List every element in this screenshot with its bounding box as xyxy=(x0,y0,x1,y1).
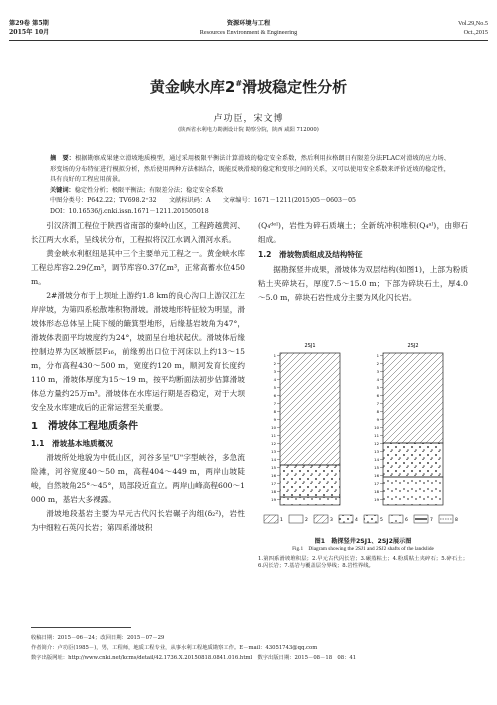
figure-caption-en: Fig.1 Diagram showing the 2SJ1 and 2SJ2 shafts of the landslide xyxy=(292,546,434,552)
paragraph-landslide: 2#滑坡分布于上坝址上游约1.8 km的良心沟口上游汉江左岸岸坡，为第四系松散堆积物滑坡。滑坡地形特征较为明显，滑坡体形态总体呈上陡下缓的簸箕型地形，后缘基岩坡角为47°，滑坡体表面平均坡度约为24°，坡面呈台地状起伏。滑坡体后缘控制边界为区域断层F₁₆，前缘剪出口位于河床以上约13～15 m，分布高程430～500 m，宽度约120 m，顺河发育长度约110 m，滑坡体厚度为15～19 m，按平均断面法初步估算滑坡体总方量约25万m³。滑坡体在水库运行期是否稳定，对于大坝安全及水库建成后的正常运营至关重要。 xyxy=(31,291,245,412)
depth-tick-label: 2 xyxy=(376,361,379,366)
left-column xyxy=(31,219,245,535)
footnote-rule xyxy=(31,627,131,628)
volume-en: Vol.29,No.5 xyxy=(458,20,488,27)
shaft-2-label: 2SJ2 xyxy=(407,343,419,349)
footnote-digital-publishing: 数字出版网址：http://www.cnki.net/kcms/detail/42.1736.X.20150818.0841.016.html 数字出版日期：2015－08－18 08：41 xyxy=(31,655,357,661)
abstract-block xyxy=(50,154,450,217)
depth-tick-label: 19 xyxy=(271,497,276,502)
date-cn: 2015年 10月 xyxy=(9,29,50,36)
legend-swatch xyxy=(264,515,278,523)
depth-tick-label: 9 xyxy=(376,417,379,422)
figure-legend xyxy=(264,515,458,523)
depth-tick-label: 1 xyxy=(273,353,276,358)
classification-line: 中图分类号：P642.22；TV698.2⁺32 文献标识码：A 文章编号：1671－1211(2015)05－0603－05 xyxy=(50,197,356,204)
keywords-label: 关键词： xyxy=(50,186,75,194)
legend-number: 7 xyxy=(430,518,433,523)
depth-tick-label: 9 xyxy=(273,417,276,422)
volume-cn: 第29卷 第5期 xyxy=(9,20,49,27)
depth-tick-label: 15 xyxy=(271,465,276,470)
shaft-2-column xyxy=(383,353,443,505)
authors: 卢功臣，宋文博 xyxy=(213,114,284,124)
depth-tick-label: 11 xyxy=(271,433,276,438)
depth-tick-label: 14 xyxy=(271,457,276,462)
journal-title-cn: 资源环境与工程 xyxy=(226,20,271,27)
footnote-author: 作者简介：卢功臣(1985－)，男，工程师，地质工程专业，从事水利工程地质勘察工作。E－mail：43051743@qq.com xyxy=(31,645,318,651)
depth-tick-label: 4 xyxy=(273,377,276,382)
depth-tick-label: 12 xyxy=(271,441,276,446)
legend-number: 6 xyxy=(405,518,408,523)
depth-tick-label: 10 xyxy=(374,425,379,430)
legend-swatch xyxy=(364,515,378,523)
section-1-heading: 1 滑坡体工程地质条件 xyxy=(31,421,138,432)
depth-tick-label: 3 xyxy=(376,369,379,374)
legend-swatch xyxy=(339,515,353,523)
depth-tick-label: 1 xyxy=(376,353,379,358)
legend-swatch xyxy=(289,515,303,523)
legend-number: 3 xyxy=(330,518,333,523)
depth-tick-label: 8 xyxy=(376,409,379,414)
depth-tick-label: 11 xyxy=(374,433,379,438)
title-main: 黄金峡水库2 xyxy=(149,78,236,96)
keywords: 稳定性分析；极限平衡法；有限差分法；稳定安全系数 xyxy=(74,186,224,194)
depth-tick-label: 7 xyxy=(273,401,276,406)
abstract-text: 根据勘察成果建立滑坡地质模型，通过采用极限平衡法计算滑坡的稳定安全系数，然后利用拉格朗日有限差分法FLAC对滑坡的应力场、形变场的分布特征进行模拟分析，然后使用两种方法相结合，既能反映滑坡的稳定和变形之间的关系，又可以使用安全系数来评价近坡的稳定性，具有良好的工程应用前景。 xyxy=(50,155,450,183)
affiliation: (陕西省水利电力勘测设计院 勘察分院，陕西 咸阳 712000) xyxy=(178,127,319,133)
shaft-diagram-figure xyxy=(258,341,470,533)
header-rule xyxy=(9,40,488,41)
depth-tick-label: 17 xyxy=(271,481,276,486)
depth-tick-label: 18 xyxy=(374,489,379,494)
paragraph-intro: 引汉济渭工程位于陕西省南部的秦岭山区，工程跨越黄河、长江两大水系，呈线状分布，工程拟将汉江水调入渭河水系。 xyxy=(31,221,245,244)
depth-tick-label: 10 xyxy=(271,425,276,430)
depth-tick-label: 3 xyxy=(273,369,276,374)
paragraph-reservoir: 黄金峡水利枢纽是其中三个主要单元工程之一。黄金峡水库工程总库容2.29亿m³，调节库容0.37亿m³，正常高蓄水位450 m。 xyxy=(31,249,245,286)
depth-tick-label: 7 xyxy=(376,401,379,406)
depth-tick-label: 13 xyxy=(374,449,379,454)
figure-caption-cn: 图1 勘探竖井2SJ1、2SJ2展示图 xyxy=(314,538,412,545)
shaft-1-depth-ticks xyxy=(271,353,280,502)
legend-number: 4 xyxy=(355,518,358,523)
article-title xyxy=(0,76,497,97)
depth-tick-label: 14 xyxy=(374,457,379,462)
depth-tick-label: 18 xyxy=(271,489,276,494)
legend-number: 1 xyxy=(280,518,283,523)
paragraph-bedrock: 滑坡地段基岩主要为早元古代闪长岩碾子沟组(δ₂²)，岩性为中细粒石英闪长岩；第四系滑坡积 xyxy=(31,509,245,532)
depth-tick-label: 2 xyxy=(273,361,276,366)
depth-tick-label: 6 xyxy=(273,393,276,398)
abstract-label: 摘 要： xyxy=(50,155,76,162)
depth-tick-label: 17 xyxy=(374,481,379,486)
legend-swatch xyxy=(389,515,403,523)
paragraph-geomorphology: 滑坡所处地貌为中低山区，河谷多呈"U"字型峡谷，多急流险滩，河谷宽度40～50 m，高程404～449 m，两岸山坡陡峻，自然坡角25°～45°，局部段近直立。两岸山峰高程600～1 000 m，基岩大多裸露。 xyxy=(31,453,245,504)
paragraph-deposits: (Q₄ᵈᵉˡ)，岩性为碎石质壤土；全新统冲积堆积(Q₄ᵃˡ)，由卵石组成。 xyxy=(258,221,468,244)
paragraph-structure: 据勘探竖井成果，滑坡体为双层结构(如图1)，上部为粉质粘土夹碎块石，厚度7.5～15.0 m；下部为碎块石土，厚4.0～5.0 m，碎块石岩性成分主要为风化闪长岩。 xyxy=(258,265,468,302)
figure-legend-text: 1.第四系滑坡堆积层；2.早元古代闪长岩；3.碾蒸粘土；4.粉质粘土夹碎石；5.碎石土；6.闪长岩；7.基岩与覆盖层分界线；8.岩性界线。 xyxy=(258,556,468,569)
depth-tick-label: 12 xyxy=(374,441,379,446)
section-1-1-heading: 1.1 滑坡基本地质概况 xyxy=(31,439,113,448)
depth-tick-label: 4 xyxy=(376,377,379,382)
legend-number: 8 xyxy=(455,518,458,523)
title-tail: 滑坡稳定性分析 xyxy=(242,78,348,96)
footnotes xyxy=(31,633,471,663)
legend-number: 2 xyxy=(305,518,308,523)
date-en: Oct.,2015 xyxy=(463,29,488,36)
shaft-1-column xyxy=(280,353,340,505)
depth-tick-label: 5 xyxy=(376,385,379,390)
depth-tick-label: 19 xyxy=(374,497,379,502)
shaft-1-label: 2SJ1 xyxy=(304,343,316,349)
right-column xyxy=(258,219,468,305)
depth-tick-label: 15 xyxy=(374,465,379,470)
legend-swatch xyxy=(314,515,328,523)
depth-tick-label: 13 xyxy=(271,449,276,454)
title-superscript: # xyxy=(235,79,243,88)
shaft-2-depth-ticks xyxy=(374,353,383,502)
depth-tick-label: 5 xyxy=(273,385,276,390)
journal-title-en: Resources Environment & Engineering xyxy=(199,29,298,36)
section-1-2-heading: 1.2 滑坡物质组成及结构特征 xyxy=(258,250,363,259)
depth-tick-label: 8 xyxy=(273,409,276,414)
doi: DOI：10.16536/j.cnki.issn.1671－1211.201505018 xyxy=(50,207,209,215)
depth-tick-label: 16 xyxy=(271,473,276,478)
depth-tick-label: 16 xyxy=(374,473,379,478)
legend-number: 5 xyxy=(380,518,383,523)
footnote-received: 收稿日期：2015－06－24；改回日期：2015－07－29 xyxy=(31,635,165,641)
depth-tick-label: 6 xyxy=(376,393,379,398)
